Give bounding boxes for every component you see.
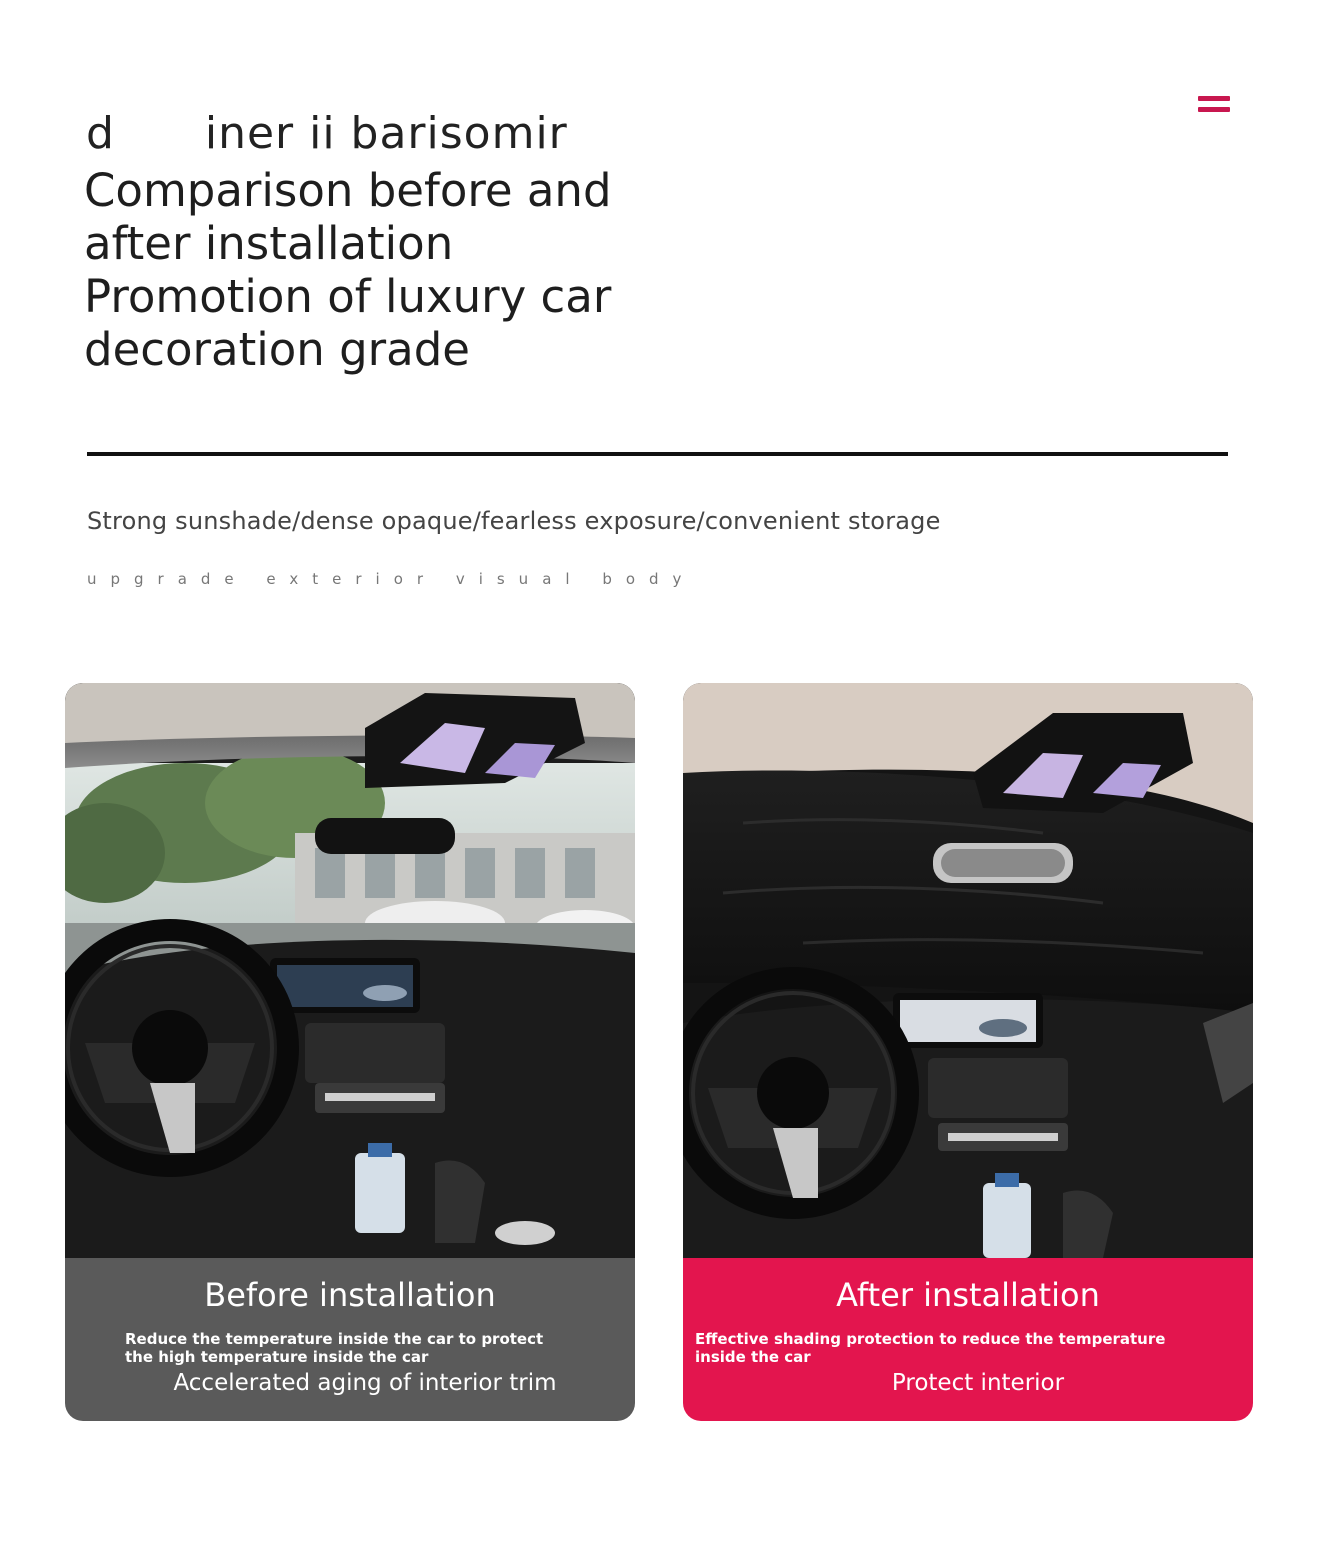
- before-subtitle: Accelerated aging of interior trim: [173, 1370, 557, 1396]
- headline-line: after installation: [84, 217, 454, 270]
- headline: [84, 164, 704, 376]
- after-subtitle: Protect interior: [891, 1370, 1065, 1396]
- before-title: Before installation: [204, 1276, 496, 1314]
- headline-line: Promotion of luxury car: [84, 270, 612, 323]
- headline-line: Comparison before and: [84, 164, 612, 217]
- before-interior-photo: [65, 683, 635, 1258]
- menu-icon[interactable]: [1198, 96, 1230, 118]
- after-caption: [683, 1258, 1253, 1421]
- spaced-subtitle: upgrade exterior visual body: [87, 570, 696, 588]
- before-description: Reduce the temperature inside the car to protect the high temperature inside the car: [125, 1330, 544, 1366]
- before-caption: [65, 1258, 635, 1421]
- after-description: Effective shading protection to reduce the temperature inside the car: [695, 1330, 1166, 1366]
- tagline: Strong sunshade/dense opaque/fearless exposure/convenient storage: [87, 507, 941, 535]
- after-title: After installation: [836, 1276, 1100, 1314]
- before-card: [65, 683, 635, 1421]
- headline-line: decoration grade: [84, 323, 470, 376]
- after-card: [683, 683, 1253, 1421]
- garbled-title: d iner ii barisomir: [86, 108, 568, 159]
- after-interior-photo: [683, 683, 1253, 1258]
- divider: [87, 452, 1228, 456]
